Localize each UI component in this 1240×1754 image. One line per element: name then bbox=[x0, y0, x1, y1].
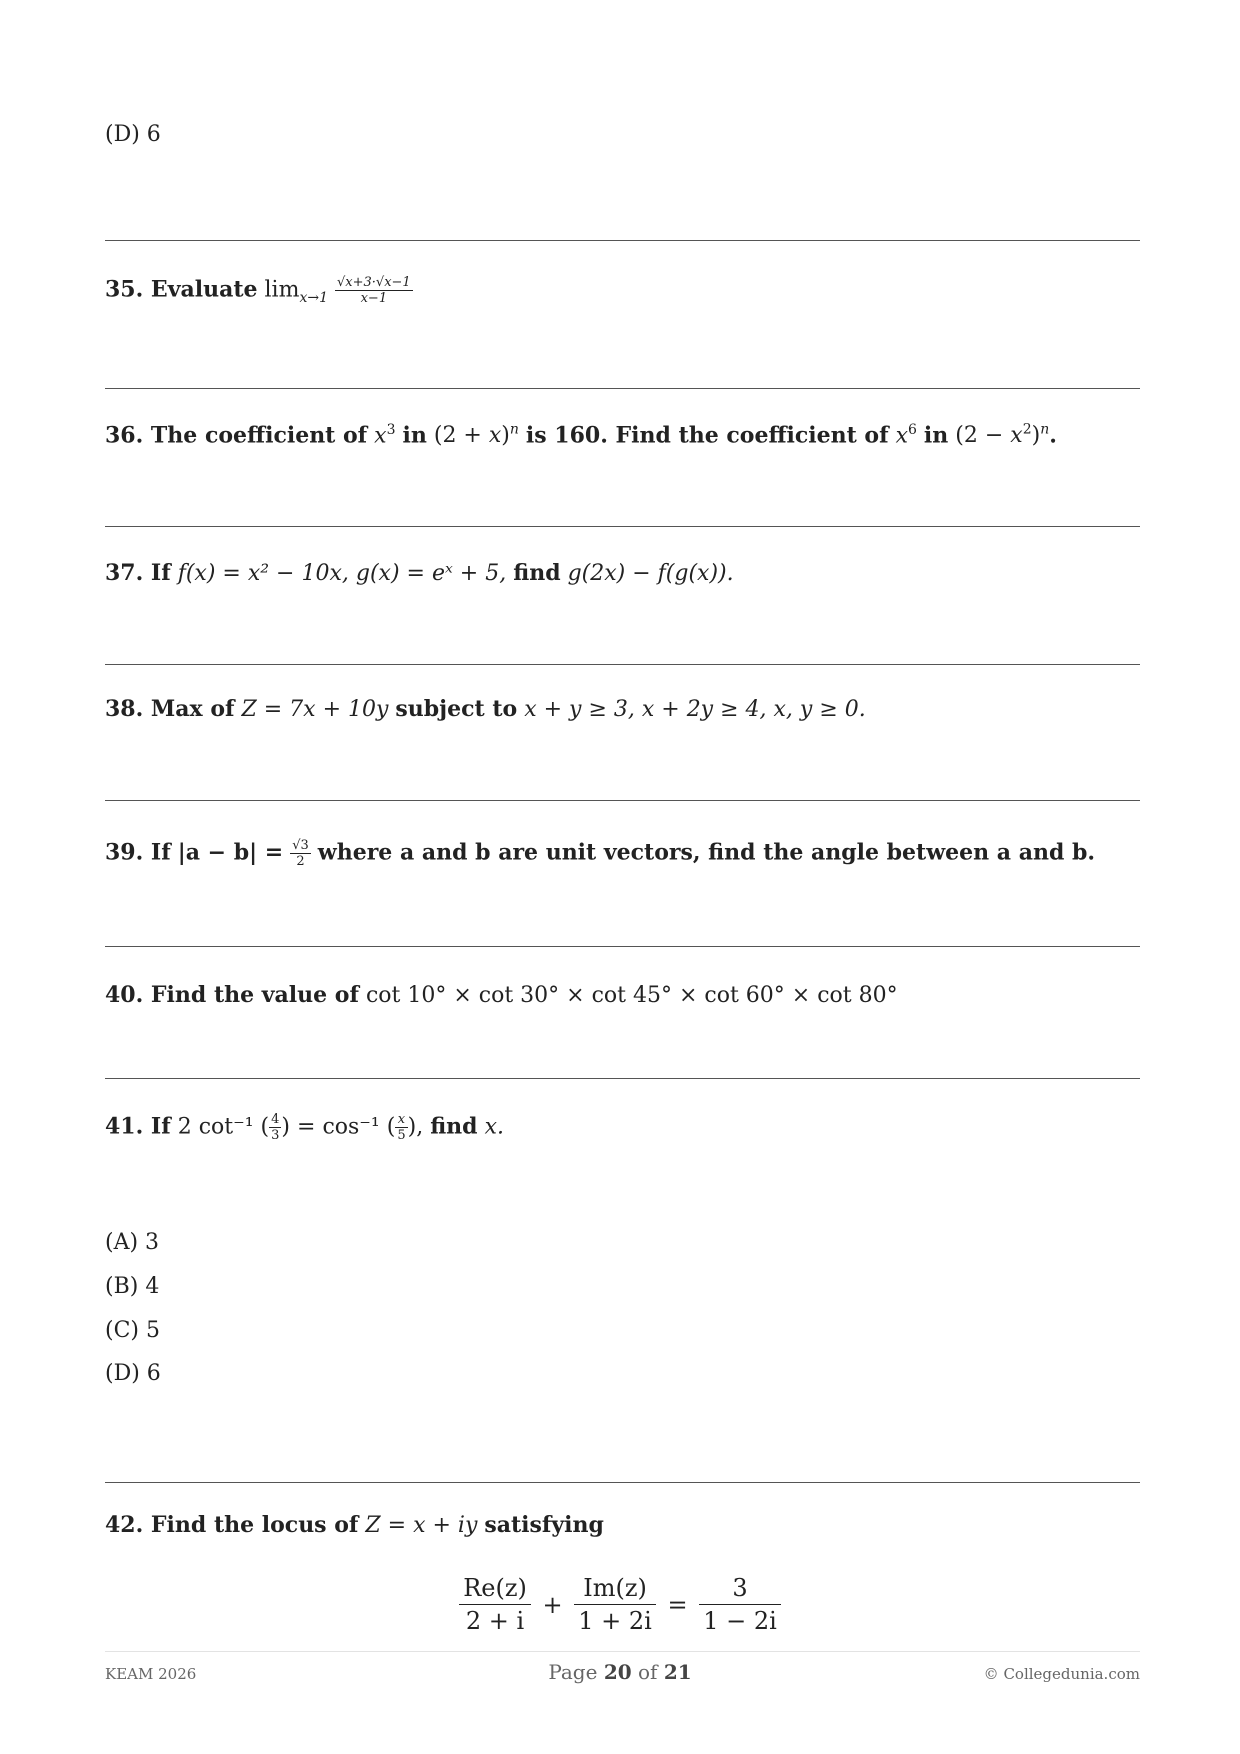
divider bbox=[105, 946, 1140, 947]
divider bbox=[105, 800, 1140, 801]
option-d: (D) 6 bbox=[105, 122, 161, 147]
option-a: (A) 3 bbox=[105, 1230, 160, 1255]
question-39: 39. If |a − b| = $\frac{√3}{2}$ where a and b are unit vectors, find the angle between a and b. bbox=[105, 838, 1096, 869]
divider bbox=[105, 1078, 1140, 1079]
fraction: $\frac{4}{3}$ bbox=[271, 1112, 280, 1143]
question-label: 35. Evaluate bbox=[105, 276, 258, 303]
divider bbox=[105, 526, 1140, 527]
question-37: 37. If f(x) = x² − 10x, g(x) = eˣ + 5, find g(2x) − f(g(x)). bbox=[105, 560, 734, 586]
question-40: 40. Find the value of cot 10° × cot 30° × cot 45° × cot 60° × cot 80° bbox=[105, 982, 898, 1008]
fraction: $\frac{x}{5}$ bbox=[397, 1112, 406, 1143]
question-41: 41. If 2 cot⁻¹ ( $\frac{4}{3}$ ) = cos⁻¹ ( $\frac{x}{5}$ ), find x. bbox=[105, 1112, 504, 1143]
fraction: $\frac{3}{1 - 2i}$ bbox=[699, 1572, 781, 1637]
divider bbox=[105, 388, 1140, 389]
option-d: (D) 6 bbox=[105, 1361, 161, 1386]
option-b: (B) 4 bbox=[105, 1274, 160, 1299]
fraction: $\frac{√x+3\cdot√x-1}{x-1}$ bbox=[337, 275, 411, 306]
divider bbox=[105, 240, 1140, 241]
fraction: $\frac{√3}{2}$ bbox=[292, 838, 309, 869]
question-42: 42. Find the locus of Z = x + iy satisfying bbox=[105, 1512, 604, 1538]
question-38: 38. Max of Z = 7x + 10y subject to x + y ≥ 3, x + 2y ≥ 4, x, y ≥ 0. bbox=[105, 696, 866, 722]
display-equation: $\frac{Re(z)}{2 + i}$ + $\frac{Im(z)}{1 + 2i}$ = $\frac{3}{1 - 2i}$ bbox=[0, 1572, 1240, 1637]
fraction: $\frac{Im(z)}{1 + 2i}$ bbox=[574, 1572, 656, 1637]
fraction: $\frac{Re(z)}{2 + i}$ bbox=[459, 1572, 531, 1637]
option-c: (C) 5 bbox=[105, 1318, 160, 1343]
question-36: 36. The coefficient of $x^3$ in $(2 + x)^n$ is 160. Find the coefficient of $x^6$ in $(2 - x^2)^n$. bbox=[105, 422, 1057, 449]
footer-exam-name: KEAM 2026 bbox=[105, 1665, 197, 1683]
divider bbox=[105, 664, 1140, 665]
divider bbox=[105, 1482, 1140, 1483]
footer-divider bbox=[105, 1651, 1140, 1652]
footer-copyright: © Collegedunia.com bbox=[983, 1665, 1140, 1683]
page-indicator: Page 20 of 21 bbox=[548, 1660, 692, 1684]
question-35: 35. Evaluate $\lim_{x\to 1}$ $\frac{√x+3\cdot√x-1}{x-1}$ bbox=[105, 275, 411, 306]
